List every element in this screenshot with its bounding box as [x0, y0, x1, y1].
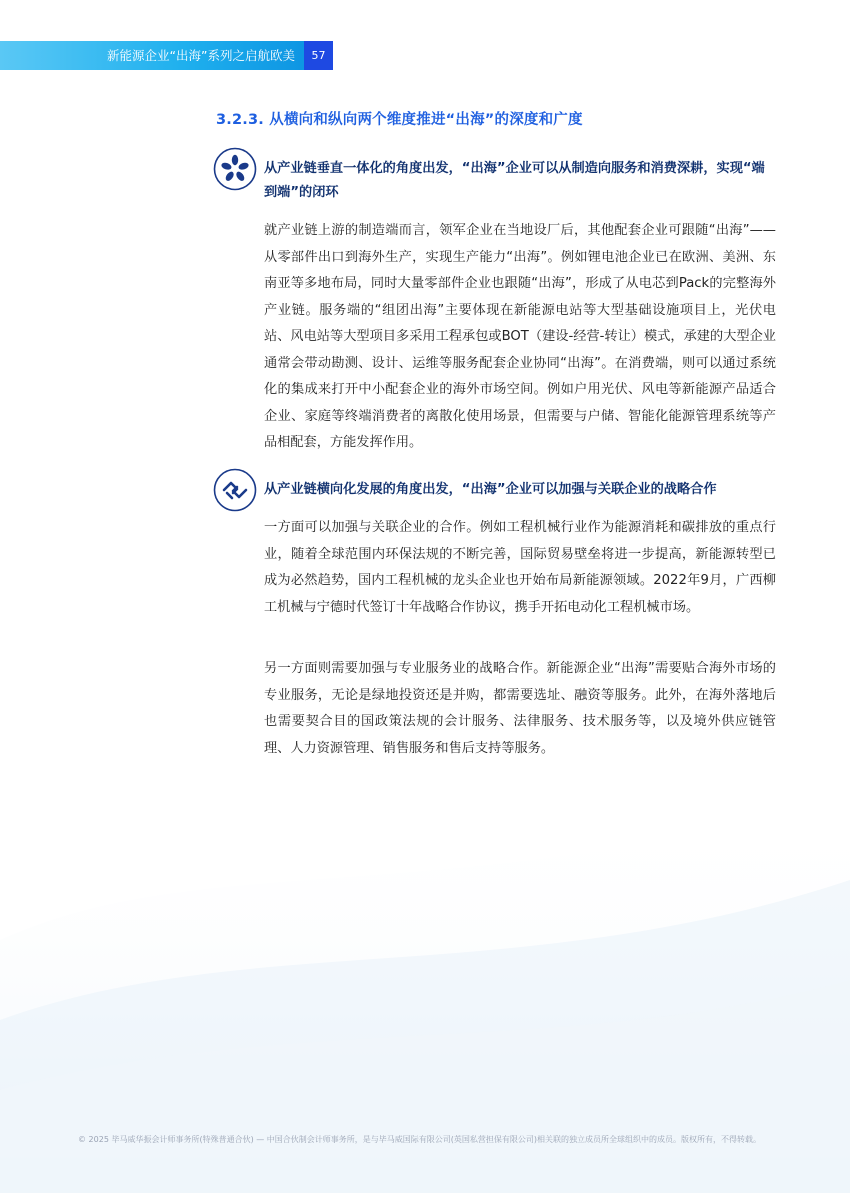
header-title: 新能源企业“出海”系列之启航欧美 [107, 48, 295, 63]
point-1-paragraph-1: 就产业链上游的制造端而言，领军企业在当地设厂后，其他配套企业可跟随“出海”——从零部件出口到海外生产，实现生产能力“出海”。例如锂电池企业已在欧洲、美洲、东南亚等多地布局，同时大量零部件企业也跟随“出海”，形成了从电芯到Pack的完整海外产业链。服务端的“组团出海”主要体现在新能源电站等大型基础设施项目上，光伏电站、风电站等大型项目多采用工程承包或BOT（建设-经营-转让）模式，承建的大型企业通常会带动勘测、设计、运维等服务配套企业协同“出海”。在消费端，则可以通过系统化的集成来打开中小配套企业的海外市场空间。例如户用光伏、风电等新能源产品适合企业、家庭等终端消费者的离散化使用场景，但需要与户储、智能化能源管理系统等产品相配套，方能发挥作用。 [264, 223, 776, 450]
header-bar [0, 41, 333, 70]
point-1-heading: 从产业链垂直一体化的角度出发，“出海”企业可以从制造向服务和消费深耕，实现“端到端”的闭环 [264, 161, 765, 200]
page-number: 57 [304, 41, 333, 70]
point-2-paragraph-2: 另一方面则需要加强与专业服务业的战略合作。新能源企业“出海”需要贴合海外市场的专业服务，无论是绿地投资还是并购，都需要选址、融资等服务。此外，在海外落地后也需要契合目的国政策法规的会计服务、法律服务、技术服务等，以及境外供应链管理、人力资源管理、销售服务和售后支持等服务。 [264, 661, 776, 756]
background-wave [0, 760, 850, 1193]
flower-icon [213, 147, 257, 191]
footer-copyright: © 2025 毕马威华振会计师事务所(特殊普通合伙) — 中国合伙制会计师事务所，是与毕马威国际有限公司(英国私营担保有限公司)相关联的独立成员所全球组织中的成员。版权所有，不得转载。 [78, 1135, 762, 1144]
handshake-icon [213, 468, 257, 512]
section-heading: 3.2.3. 从横向和纵向两个维度推进“出海”的深度和广度 [216, 112, 583, 128]
point-2-heading: 从产业链横向化发展的角度出发，“出海”企业可以加强与关联企业的战略合作 [264, 482, 717, 497]
point-2-paragraph-1: 一方面可以加强与关联企业的合作。例如工程机械行业作为能源消耗和碳排放的重点行业，随着全球范围内环保法规的不断完善，国际贸易壁垒将进一步提高，新能源转型已成为必然趋势，国内工程机械的龙头企业也开始布局新能源领域。2022年9月，广西柳工机械与宁德时代签订十年战略合作协议，携手开拓电动化工程机械市场。 [264, 520, 776, 615]
